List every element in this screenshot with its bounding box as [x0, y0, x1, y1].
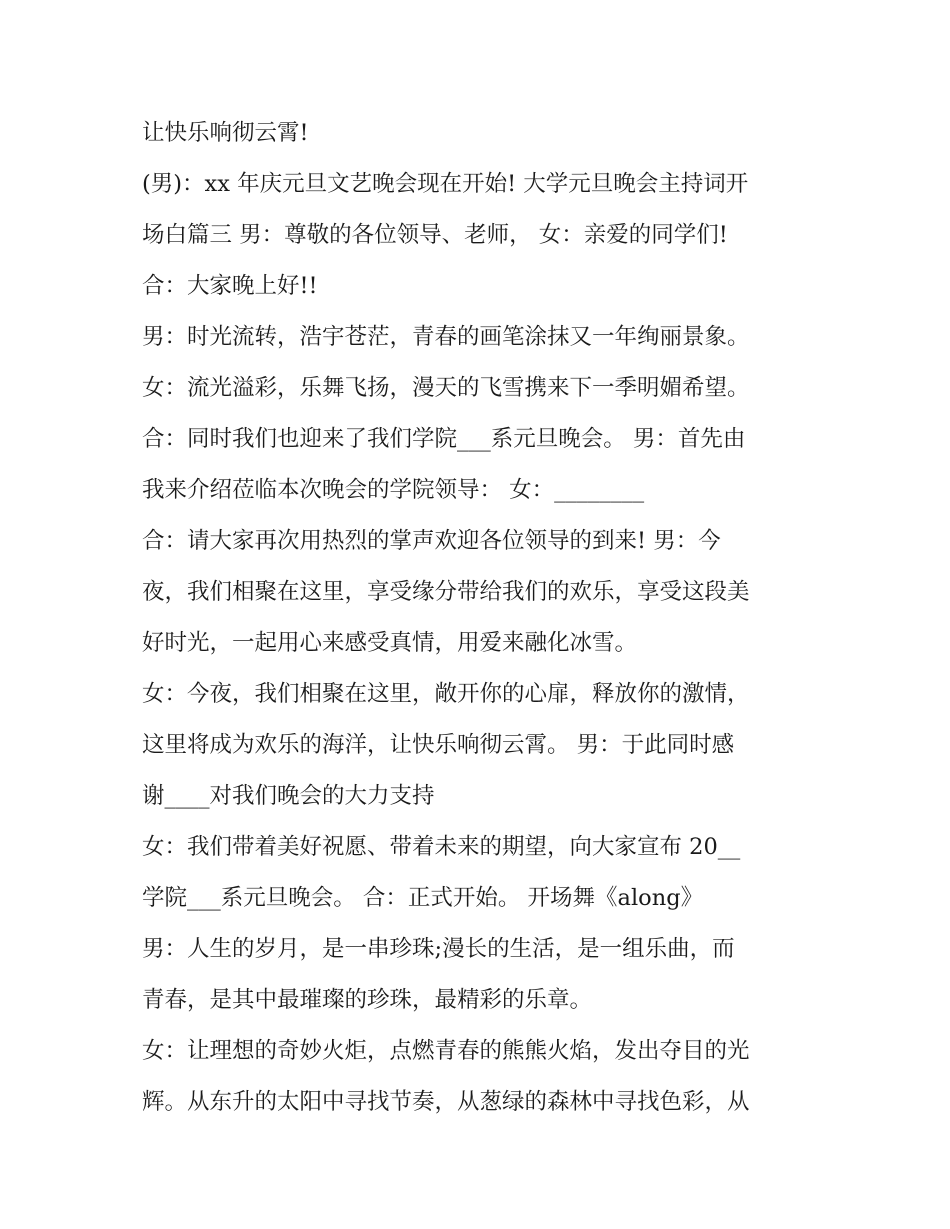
text-line: 我来介绍莅临本次晚会的学院领导： 女：________	[142, 477, 645, 503]
text-line: 男：时光流转，浩宇苍茫，青春的画笔涂抹又一年绚丽景象。	[142, 324, 750, 350]
text-line: 女：我们带着美好祝愿、带着未来的期望，向大家宣布 20__	[142, 834, 741, 860]
text-line: 谢____对我们晚会的大力支持	[142, 783, 435, 809]
text-line: 辉。从东升的太阳中寻找节奏，从葱绿的森林中寻找色彩，从	[142, 1089, 750, 1115]
text-line: 合：大家晚上好!!	[142, 273, 318, 299]
body-text	[142, 108, 832, 1128]
text-line: 学院___系元旦晚会。 合：正式开始。 开场舞《along》	[142, 885, 704, 911]
text-line: 合：同时我们也迎来了我们学院___系元旦晚会。 男：首先由	[142, 426, 746, 452]
text-line: 合：请大家再次用热烈的掌声欢迎各位领导的到来! 男：今	[142, 528, 721, 554]
text-line: 青春，是其中最璀璨的珍珠，最精彩的乐章。	[142, 987, 593, 1013]
text-line: 女：让理想的奇妙火炬，点燃青春的熊熊火焰，发出夺目的光	[142, 1038, 750, 1064]
text-line: 这里将成为欢乐的海洋，让快乐响彻云霄。 男：于此同时感	[142, 732, 735, 758]
text-line: 让快乐响彻云霄!	[142, 120, 309, 146]
text-line: 男：人生的岁月，是一串珍珠;漫长的生活，是一组乐曲，而	[142, 936, 735, 962]
text-line: 场白篇三 男：尊敬的各位领导、老师， 女：亲爱的同学们!	[142, 222, 728, 248]
text-line: 女：今夜，我们相聚在这里，敞开你的心扉，释放你的激情，	[142, 681, 750, 707]
text-line: (男)：xx 年庆元旦文艺晚会现在开始! 大学元旦晚会主持词开	[142, 171, 749, 197]
text-line: 夜，我们相聚在这里，享受缘分带给我们的欢乐，享受这段美	[142, 579, 750, 605]
text-line: 女：流光溢彩，乐舞飞扬，漫天的飞雪携来下一季明媚希望。	[142, 375, 750, 401]
text-line: 好时光，一起用心来感受真情，用爱来融化冰雪。	[142, 630, 638, 656]
